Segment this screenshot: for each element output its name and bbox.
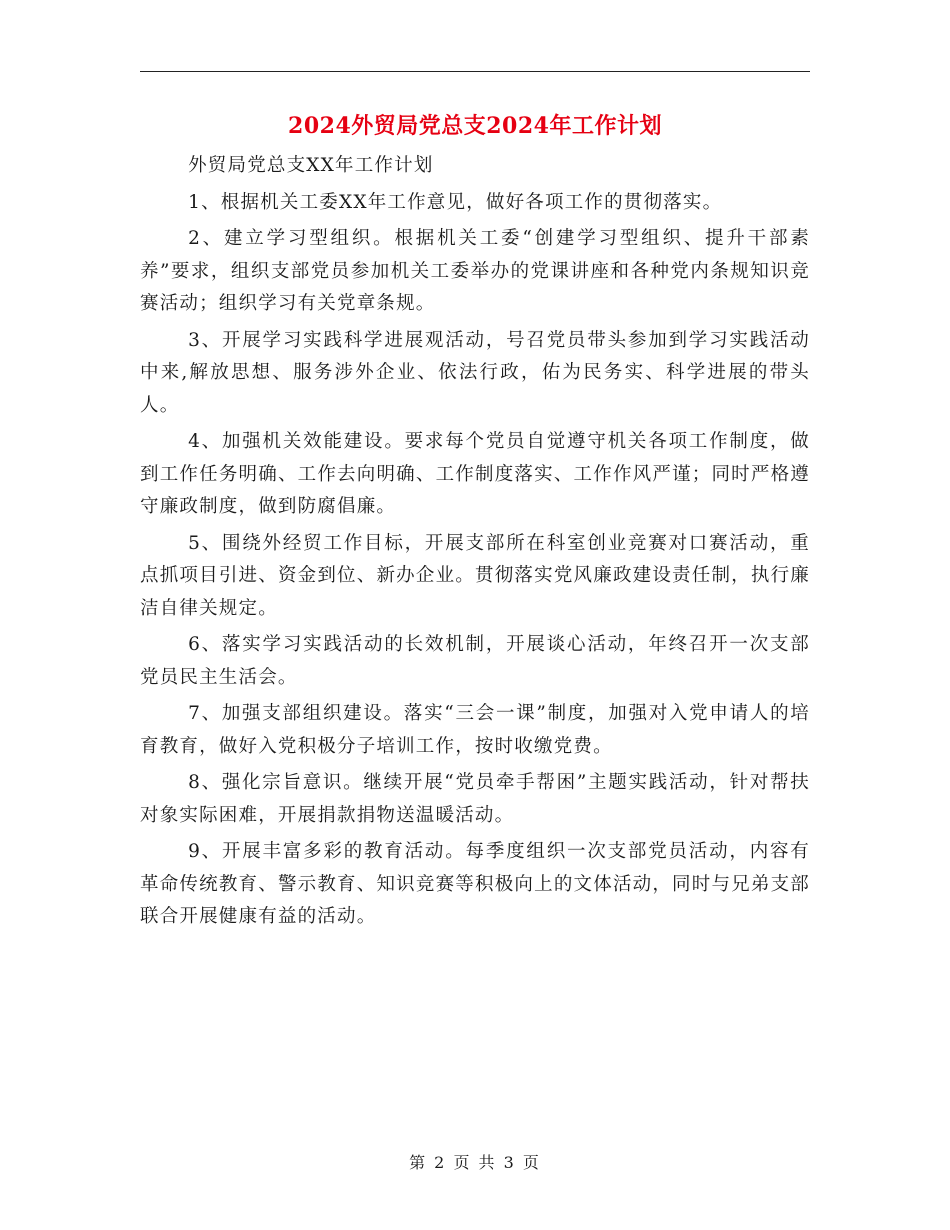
paragraph-item-1: 1、根据机关工委XX年工作意见，做好各项工作的贯彻落实。 <box>188 191 723 213</box>
paragraph-subtitle: 外贸局党总支XX年工作计划 <box>188 155 434 176</box>
paragraph-item-3: 3、开展学习实践科学进展观活动，号召党员带头参加到学习实践活动中来,解放思想、服务涉外企业、依法行政，佑为民务实、科学进展的带头人。 <box>140 329 810 416</box>
paragraph-item-6: 6、落实学习实践活动的长效机制，开展谈心活动，年终召开一次支部党员民主生活会。 <box>140 634 810 688</box>
page-number: 第 2 页 共 3 页 <box>409 1153 541 1172</box>
paragraph-item-5: 5、围绕外经贸工作目标，开展支部所在科室创业竞赛对口赛活动，重点抓项目引进、资金到位、新办企业。贯彻落实党风廉政建设责任制，执行廉洁自律关规定。 <box>140 532 810 619</box>
paragraph-item-4: 4、加强机关效能建设。要求每个党员自觉遵守机关各项工作制度，做到工作任务明确、工作去向明确、工作制度落实、工作作风严谨；同时严格遵守廉政制度，做到防腐倡廉。 <box>140 431 810 517</box>
paragraph-item-7: 7、加强支部组织建设。落实“三会一课”制度，加强对入党申请人的培育教育，做好入党积极分子培训工作，按时收缴党费。 <box>140 703 810 757</box>
paragraph-item-8: 8、强化宗旨意识。继续开展“党员牵手帮困”主题实践活动，针对帮扶对象实际困难，开展捐款捐物送温暖活动。 <box>140 772 810 826</box>
document-body <box>140 150 810 938</box>
document-title: 2024外贸局党总支2024年工作计划 <box>288 113 662 139</box>
paragraph-item-2: 2、建立学习型组织。根据机关工委“创建学习型组织、提升干部素养”要求，组织支部党员参加机关工委举办的党课讲座和各种党内条规知识竞赛活动；组织学习有关党章条规。 <box>140 228 810 314</box>
header-rule <box>140 71 810 72</box>
paragraph-item-9: 9、开展丰富多彩的教育活动。每季度组织一次支部党员活动，内容有革命传统教育、警示教育、知识竞赛等积极向上的文体活动，同时与兄弟支部联合开展健康有益的活动。 <box>140 841 810 927</box>
